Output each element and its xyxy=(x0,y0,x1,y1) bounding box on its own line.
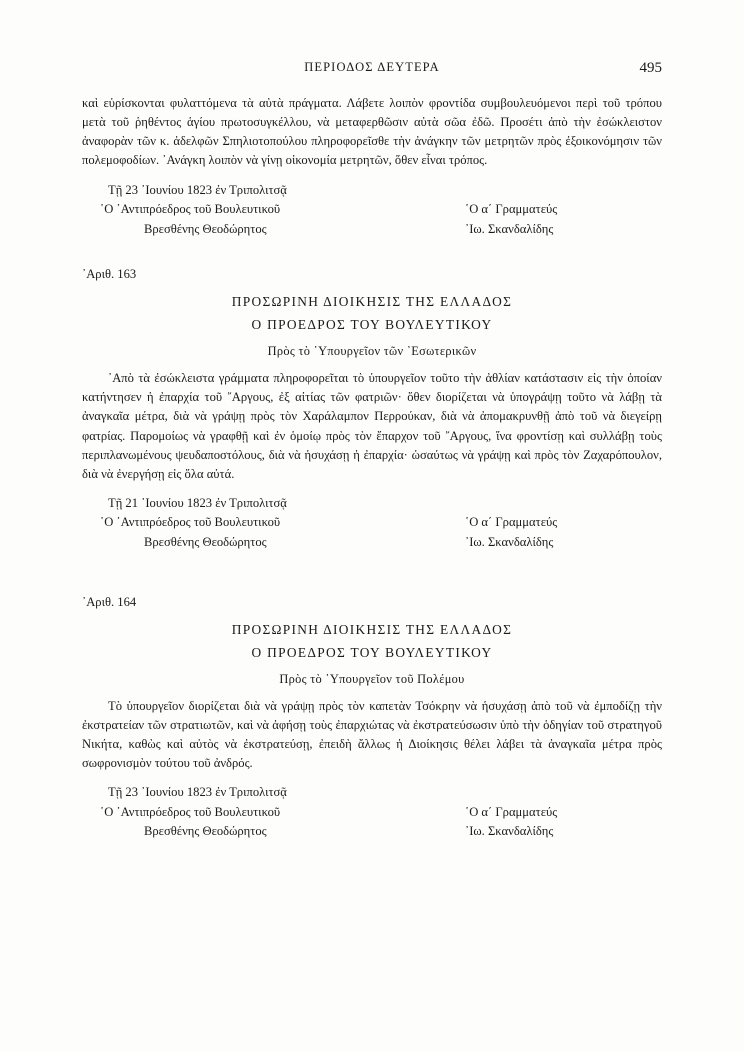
running-head xyxy=(82,60,662,80)
act-number-163: ᾿Αριθ. 163 xyxy=(82,267,137,282)
secretary-name: ᾿Ιω. Σκανδαλίδης xyxy=(465,221,554,236)
secretary-role: ῾Ο α΄ Γραμματεύς xyxy=(465,804,558,819)
signature-role: ῾Ο ᾿Αντιπρόεδρος τοῦ Βουλευτικοῦ xyxy=(100,202,281,217)
signature-role: ῾Ο ᾿Αντιπρόεδρος τοῦ Βουλευτικοῦ xyxy=(100,515,281,530)
running-head-title: ΠΕΡΙΟΔΟΣ ΔΕΥΤΕΡΑ xyxy=(304,60,440,74)
secretary-name: ᾿Ιω. Σκανδαλίδης xyxy=(465,824,554,839)
act-addressee-163: Πρὸς τὸ ῾Υπουργεῖον τῶν ᾿Εσωτερικῶν xyxy=(267,344,477,359)
signature-block-163 xyxy=(82,494,662,553)
signature-date: Τῇ 23 ᾿Ιουνίου 1823 ἐν Τριπολιτσᾷ xyxy=(108,785,287,800)
act-number-164: ᾿Αριθ. 164 xyxy=(82,594,137,609)
act-title-164: ΠΡΟΣΩΡΙΝΗ ΔΙΟΙΚΗΣΙΣ ΤΗΣ ΕΛΛΑΔΟΣ xyxy=(231,621,513,637)
signature-name: Βρεσθένης Θεοδώρητος xyxy=(144,824,267,839)
page-number: 495 xyxy=(639,60,662,76)
act-164 xyxy=(82,595,662,842)
page-content xyxy=(82,60,662,842)
secretary-role: ῾Ο α΄ Γραμματεύς xyxy=(465,515,558,530)
act-subtitle-164: Ο ΠΡΟΕΔΡΟΣ ΤΟΥ ΒΟΥΛΕΥΤΙΚΟΥ xyxy=(251,644,493,660)
continuation-paragraph: καὶ εὑρίσκονται φυλαττόμενα τὰ αὐτὰ πράγματα. Λάβετε λοιπὸν φροντίδα συμβουλευόμενοι περὶ τοῦ τρόπου μετὰ τοῦ ῥηθέντος ἁγίου πρωτοσυγκέλλου, νὰ μεταφερθῶσιν αὐτὰ σῶα ἐδῶ. Προσέτι ἀπὸ τὴν ἐσώκλειστον ἀναφορὰν τῶν κ. ἀδελφῶν Σπηλιοτοπούλου πληροφορεῖσθε τὴν ἀνάγκην τῶν μετρητῶν πρὸς ἐξοικονόμησιν τῶν πολεμοφοδίων. ᾿Ανάγκη λοιπὸν νὰ γίνῃ οἰκονομία μετρητῶν, ὅθεν εἶναι τρόπος. xyxy=(82,96,662,168)
act-163 xyxy=(82,267,662,552)
signature-date: Τῇ 21 ᾿Ιουνίου 1823 ἐν Τριπολιτσᾷ xyxy=(108,495,287,510)
secretary-name: ᾿Ιω. Σκανδαλίδης xyxy=(465,534,554,549)
signature-name: Βρεσθένης Θεοδώρητος xyxy=(144,534,267,549)
signature-block-1 xyxy=(82,181,662,240)
act-body-164: Τὸ ὑπουργεῖον διορίζεται διὰ νὰ γράψῃ πρὸς τὸν καπετὰν Τσόκρην νὰ ἡσυχάσῃ ἀπὸ τοῦ νὰ ἐμποδίζῃ τὴν ἐκστρατείαν τῶν στρατιωτῶν, καὶ νὰ ἀφήσῃ τοὺς ἐπαρχιώτας νὰ ἐκστρατεύσωσιν ὑπὸ τὴν ὁδηγίαν τοῦ στρατηγοῦ Νικήτα, καθὼς καὶ αὐτὸς νὰ ἐκστρατεύσῃ, ἐπειδὴ ἄλλως ἡ Διοίκησις θέλει λάβει τὰ ἀναγκαῖα μέτρα πρὸς σωφρονισμὸν τούτου τοῦ ἀνδρός. xyxy=(82,698,662,770)
signature-role: ῾Ο ᾿Αντιπρόεδρος τοῦ Βουλευτικοῦ xyxy=(100,804,281,819)
act-addressee-164: Πρὸς τὸ ῾Υπουργεῖον τοῦ Πολέμου xyxy=(279,671,465,686)
act-body-163: ᾿Απὸ τὰ ἐσώκλειστα γράμματα πληροφορεῖται τὸ ὑπουργεῖον τοῦτο τὴν ἀθλίαν κατάστασιν εἰς τὴν ὁποίαν κατήντησεν ἡ ἐπαρχία τοῦ ῎Αργους, ἐξ αἰτίας τῶν φατριῶν· ὅθεν διορίζεται νὰ ὑπογράψῃ τοῦτο νὰ λάβῃ τὰ ἀναγκαῖα μέτρα, διὰ νὰ γράψῃ πρὸς τὸν Χαράλαμπον Περρούκαν, διὰ νὰ ἀπομακρυνθῇ ἀπὸ τοῦ νὰ διεγείρῃ φατρίας. Παρομοίως νὰ γραφθῇ καὶ ἐν ὁμοίῳ πρὸς τὸν ἔπαρχον τοῦ ῎Αργους, ἵνα φροντίσῃ καὶ συλλάβῃ τοὺς περιπλανωμένους ψευδαποστόλους, διὰ νὰ ἡσυχάσῃ ἡ ἐπαρχία· ὡσαύτως νὰ γράψῃ καὶ πρὸς τὸν Ζαχαρόπουλον, διὰ νὰ ἐνεργήσῃ εἰς ὅλα αὐτά. xyxy=(82,371,662,481)
act-title-163: ΠΡΟΣΩΡΙΝΗ ΔΙΟΙΚΗΣΙΣ ΤΗΣ ΕΛΛΑΔΟΣ xyxy=(231,294,513,310)
signature-date: Τῇ 23 ᾿Ιουνίου 1823 ἐν Τριπολιτσᾷ xyxy=(108,182,287,197)
act-subtitle-163: Ο ΠΡΟΕΔΡΟΣ ΤΟΥ ΒΟΥΛΕΥΤΙΚΟΥ xyxy=(251,317,493,333)
signature-block-164 xyxy=(82,783,662,842)
secretary-role: ῾Ο α΄ Γραμματεύς xyxy=(465,202,558,217)
signature-name: Βρεσθένης Θεοδώρητος xyxy=(144,221,267,236)
